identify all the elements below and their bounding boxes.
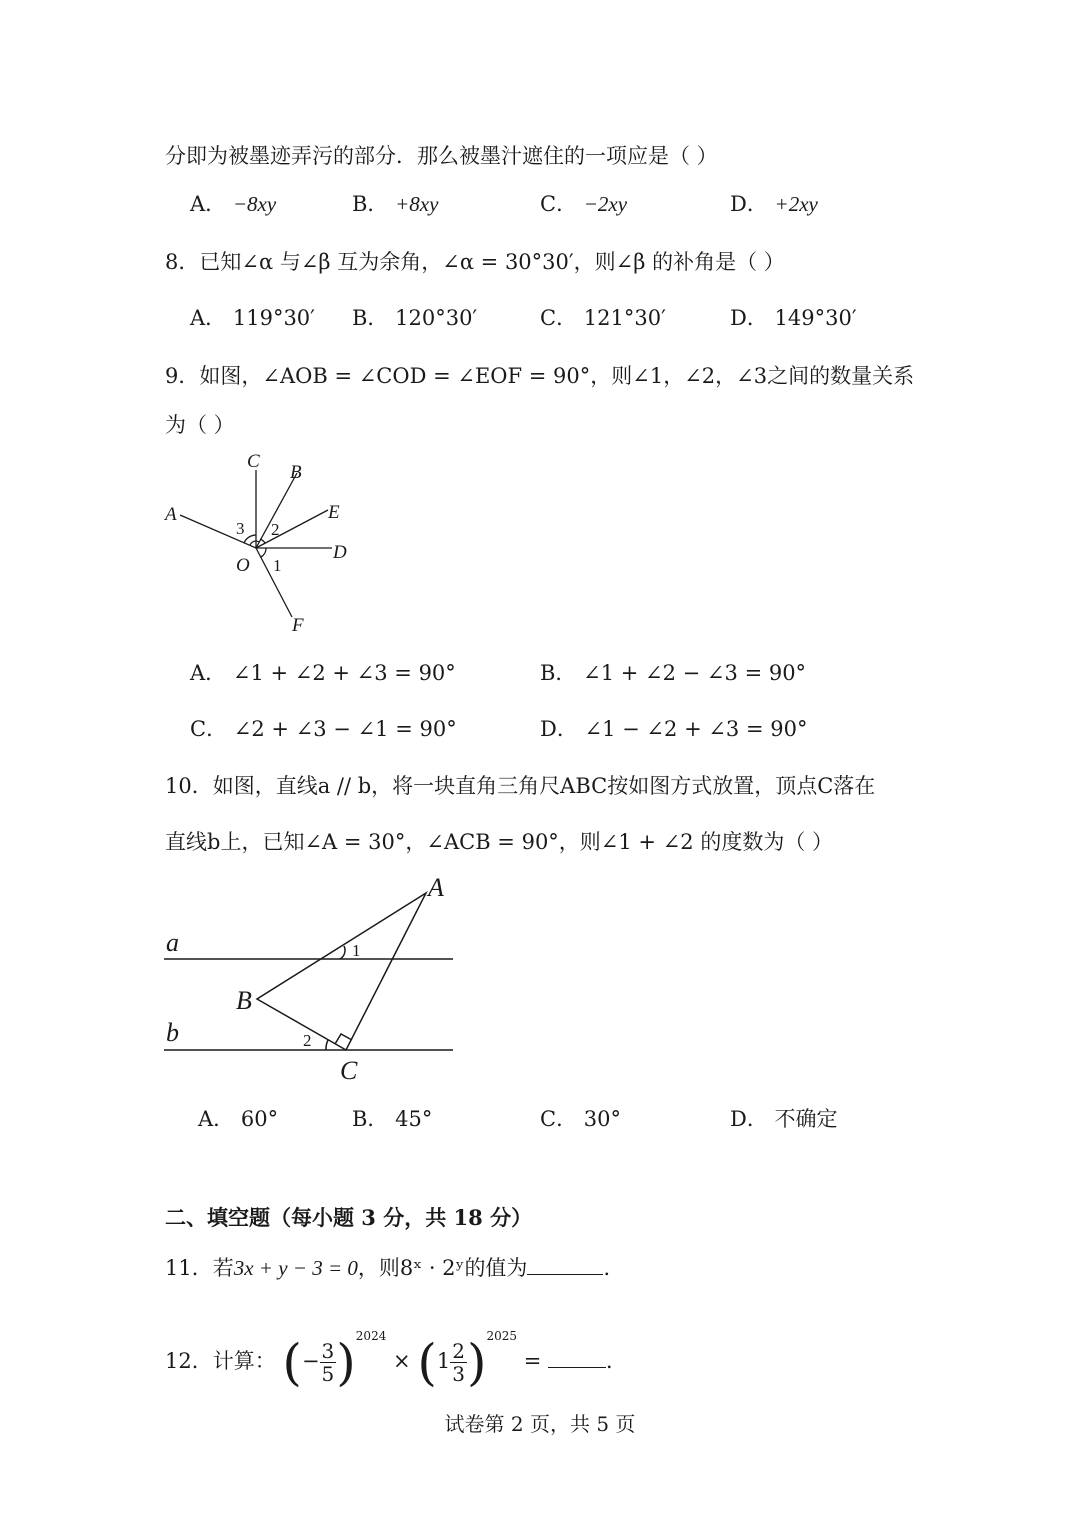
q8-option-d[interactable] xyxy=(730,302,857,332)
page-footer: 试卷第 2 页，共 5 页 xyxy=(444,1412,636,1436)
q10-option-b[interactable] xyxy=(352,1103,432,1133)
option-text: 30° xyxy=(583,1107,621,1131)
q12-times: × xyxy=(393,1349,411,1373)
option-label: C． xyxy=(540,306,578,330)
q7-option-a[interactable] xyxy=(190,188,276,218)
fraction-1 xyxy=(320,1340,337,1385)
fraction-1-numerator: 3 xyxy=(321,1339,335,1363)
label-f: F xyxy=(292,615,304,635)
option-label: B． xyxy=(352,192,389,216)
option-text: ∠2 + ∠3 − ∠1 = 90° xyxy=(233,717,457,741)
q9-stem-line2: 为（ ） xyxy=(165,413,235,437)
option-text: ∠1 + ∠2 + ∠3 = 90° xyxy=(232,661,456,685)
q12-answer-blank[interactable] xyxy=(548,1367,606,1368)
q9-option-d[interactable] xyxy=(540,713,807,743)
q11-equation: 3x + y − 3 = 0 xyxy=(233,1256,358,1280)
option-label: B． xyxy=(352,1107,389,1131)
label-angle-2: 2 xyxy=(271,520,280,539)
fraction-2 xyxy=(450,1340,467,1385)
q9-option-c[interactable] xyxy=(190,713,457,743)
option-text: ∠1 + ∠2 − ∠3 = 90° xyxy=(583,661,807,685)
q12-end: ． xyxy=(606,1349,627,1373)
q10-option-d[interactable] xyxy=(730,1103,838,1133)
right-paren: ) xyxy=(336,1333,356,1392)
q12-whole: 1 xyxy=(436,1349,451,1373)
label-vertex-c: C xyxy=(340,1056,358,1085)
option-label: A． xyxy=(198,1107,235,1131)
label-angle-2: 2 xyxy=(303,1031,312,1050)
option-text: −2xy xyxy=(583,192,628,216)
q7-option-b[interactable] xyxy=(352,188,438,218)
option-text: +2xy xyxy=(774,192,818,216)
label-angle-3: 3 xyxy=(236,519,245,538)
option-text: 149°30′ xyxy=(774,306,857,330)
option-text: 120°30′ xyxy=(395,306,478,330)
label-vertex-b: B xyxy=(236,986,252,1015)
q7-continuation: 分即为被墨迹弄污的部分．那么被墨汁遮住的一项应是（ ） xyxy=(165,144,718,168)
triangle-abc xyxy=(257,893,426,1050)
option-label: D． xyxy=(730,306,768,330)
right-paren: ) xyxy=(466,1333,487,1392)
q11-expr: 8ˣ · 2ʸ xyxy=(399,1256,465,1280)
option-label: C． xyxy=(540,1107,578,1131)
option-text: 119°30′ xyxy=(232,306,315,330)
label-c: C xyxy=(247,451,260,472)
q9-option-a[interactable] xyxy=(190,657,456,687)
option-text: −8xy xyxy=(232,192,277,216)
option-text: 不确定 xyxy=(774,1107,838,1131)
fraction-2-denominator: 3 xyxy=(452,1362,465,1386)
option-text: +8xy xyxy=(395,192,439,216)
left-paren: ( xyxy=(417,1333,437,1392)
section-heading: 二、填空题（每小题 3 分，共 18 分） xyxy=(165,1205,533,1230)
option-text: 60° xyxy=(240,1107,279,1131)
angle-arc-2 xyxy=(260,539,265,543)
option-label: A． xyxy=(190,306,227,330)
q8-option-b[interactable] xyxy=(352,302,477,332)
q10-figure xyxy=(160,870,460,1090)
q11-middle: ，则 xyxy=(357,1256,400,1280)
option-label: A． xyxy=(190,661,227,685)
label-angle-1: 1 xyxy=(352,941,361,960)
q8-option-a[interactable] xyxy=(190,302,315,332)
q11 xyxy=(165,1252,624,1282)
label-e: E xyxy=(328,502,340,523)
option-label: B． xyxy=(540,661,577,685)
option-text: 45° xyxy=(395,1107,433,1131)
q11-suffix: 的值为 xyxy=(464,1256,528,1280)
q7-option-d[interactable] xyxy=(730,188,818,218)
angle-arc-1 xyxy=(340,946,345,959)
q8-option-c[interactable] xyxy=(540,302,666,332)
q11-answer-blank[interactable] xyxy=(527,1274,603,1275)
option-label: A． xyxy=(190,192,227,216)
q7-option-c[interactable] xyxy=(540,188,627,218)
option-label: D． xyxy=(730,1107,768,1131)
q11-end: ． xyxy=(603,1256,625,1280)
label-b-line: b xyxy=(166,1018,179,1047)
option-text: ∠1 − ∠2 + ∠3 = 90° xyxy=(584,717,808,741)
label-o: O xyxy=(236,555,250,576)
q10-option-c[interactable] xyxy=(540,1103,621,1133)
q11-prefix: 11．若 xyxy=(165,1256,234,1280)
option-label: C． xyxy=(540,192,578,216)
label-vertex-a: A xyxy=(428,873,444,902)
q12-prefix: 12．计算： xyxy=(165,1349,276,1373)
label-d: D xyxy=(333,542,347,563)
fraction-2-numerator: 2 xyxy=(452,1339,465,1363)
q12-equals: = xyxy=(523,1349,542,1373)
option-text: 121°30′ xyxy=(583,306,666,330)
label-b: B xyxy=(290,462,302,483)
label-angle-1: 1 xyxy=(273,556,282,575)
angle-arc-1 xyxy=(261,548,266,557)
q10-option-a[interactable] xyxy=(198,1103,278,1133)
q9-figure xyxy=(160,445,360,635)
option-label: C． xyxy=(190,717,228,741)
exponent-1: 2024 xyxy=(355,1329,387,1343)
label-a: A xyxy=(165,504,177,525)
angle-arc-2 xyxy=(326,1040,328,1050)
option-label: D． xyxy=(540,717,578,741)
q10-stem-line2: 直线b上，已知∠A = 30°，∠ACB = 90°，则∠1 + ∠2 的度数为（ ） xyxy=(165,830,834,854)
option-label: D． xyxy=(730,192,768,216)
label-a-line: a xyxy=(166,928,179,957)
q10-stem-line1: 10．如图，直线a // b，将一块直角三角尺ABC按如图方式放置，顶点C落在 xyxy=(165,774,876,798)
q9-stem-line1: 9．如图，∠AOB = ∠COD = ∠EOF = 90°，则∠1，∠2，∠3之间的数量关系 xyxy=(165,364,915,388)
q9-option-b[interactable] xyxy=(540,657,806,687)
q12-sign: − xyxy=(301,1349,320,1373)
exponent-2: 2025 xyxy=(486,1329,518,1343)
q12 xyxy=(165,1300,627,1392)
q8-stem: 8．已知∠α 与∠β 互为余角，∠α = 30°30′，则∠β 的补角是（ ） xyxy=(165,250,785,274)
option-label: B． xyxy=(352,306,389,330)
left-paren: ( xyxy=(282,1333,302,1392)
fraction-1-denominator: 5 xyxy=(321,1362,335,1386)
